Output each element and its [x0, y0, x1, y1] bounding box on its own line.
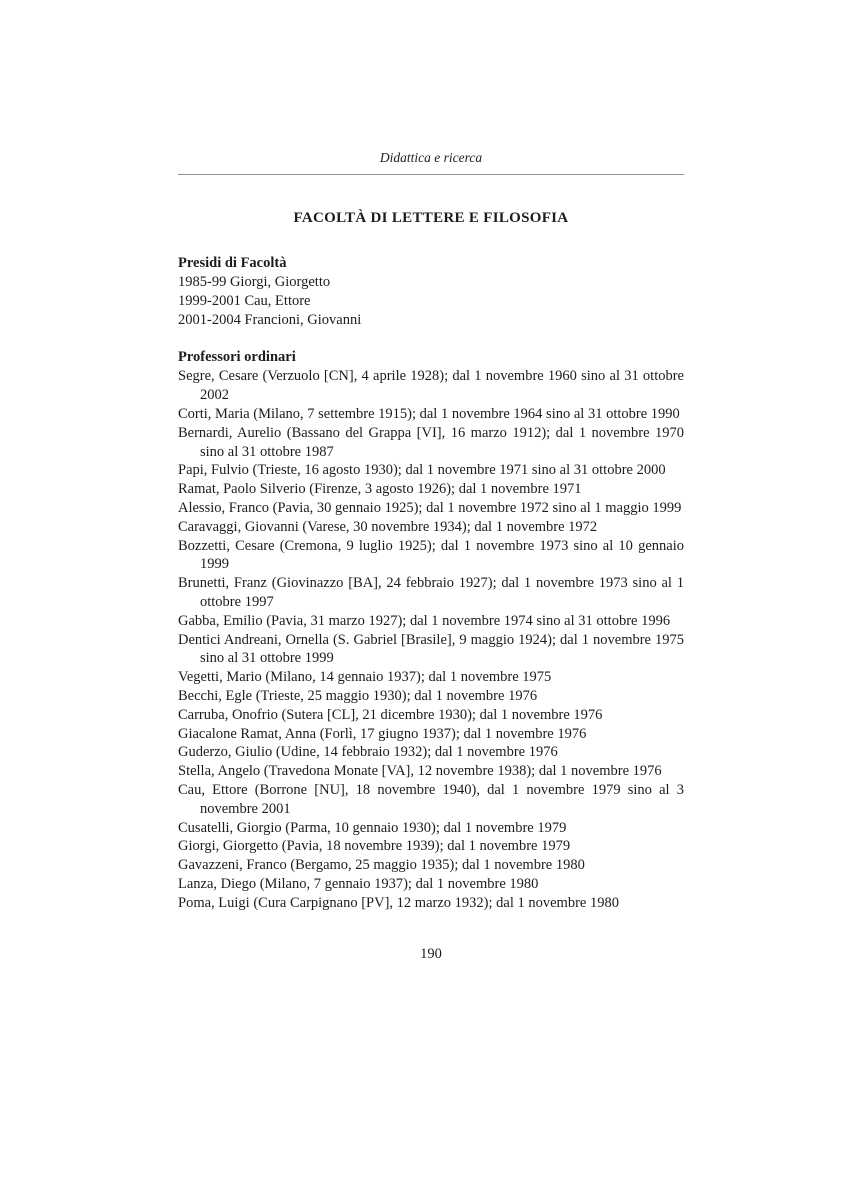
presidi-entry: 1985-99 Giorgi, Giorgetto — [178, 274, 331, 290]
professor-entry: Cusatelli, Giorgio (Parma, 10 gennaio 1930); dal 1 novembre 1979 — [178, 819, 567, 836]
section-heading-presidi: Presidi di Facoltà — [178, 255, 287, 271]
professor-entry: Bernardi, Aurelio (Bassano del Grappa [VI], 16 marzo 1912); dal 1 novembre 1970 sino al 31 ottobre 1987 — [178, 424, 684, 460]
professor-entry: Caravaggi, Giovanni (Varese, 30 novembre 1934); dal 1 novembre 1972 — [178, 518, 598, 535]
professor-entry: Bozzetti, Cesare (Cremona, 9 luglio 1925); dal 1 novembre 1973 sino al 10 gennaio 1999 — [178, 537, 684, 573]
section-heading-professori: Professori ordinari — [178, 349, 296, 366]
section-presidi — [178, 254, 684, 329]
professor-entry: Giorgi, Giorgetto (Pavia, 18 novembre 1939); dal 1 novembre 1979 — [178, 838, 571, 855]
professor-entry: Giacalone Ramat, Anna (Forlì, 17 giugno 1937); dal 1 novembre 1976 — [178, 725, 587, 742]
header-rule — [178, 174, 684, 175]
professor-entry: Lanza, Diego (Milano, 7 gennaio 1937); dal 1 novembre 1980 — [178, 875, 539, 892]
professor-entry: Segre, Cesare (Verzuolo [CN], 4 aprile 1928); dal 1 novembre 1960 sino al 31 ottobre 2002 — [178, 368, 684, 404]
professor-entry: Gabba, Emilio (Pavia, 31 marzo 1927); dal 1 novembre 1974 sino al 31 ottobre 1996 — [178, 612, 671, 629]
professor-entry: Papi, Fulvio (Trieste, 16 agosto 1930); dal 1 novembre 1971 sino al 31 ottobre 2000 — [178, 462, 666, 479]
professor-entry: Gavazzeni, Franco (Bergamo, 25 maggio 1935); dal 1 novembre 1980 — [178, 857, 585, 874]
professor-entry: Brunetti, Franz (Giovinazzo [BA], 24 febbraio 1927); dal 1 novembre 1973 sino al 1 ottobre 1997 — [178, 575, 684, 610]
professor-entry: Ramat, Paolo Silverio (Firenze, 3 agosto 1926); dal 1 novembre 1971 — [178, 481, 582, 498]
section-professori — [178, 348, 684, 912]
page-header — [178, 150, 684, 175]
professor-entry: Vegetti, Mario (Milano, 14 gennaio 1937); dal 1 novembre 1975 — [178, 669, 552, 686]
professor-entry: Cau, Ettore (Borrone [NU], 18 novembre 1940), dal 1 novembre 1979 sino al 3 novembre 2001 — [178, 781, 684, 817]
presidi-entry: 1999-2001 Cau, Ettore — [178, 292, 311, 309]
professor-entry: Alessio, Franco (Pavia, 30 gennaio 1925); dal 1 novembre 1972 sino al 1 maggio 1999 — [178, 499, 682, 516]
professor-entry: Stella, Angelo (Travedona Monate [VA], 12 novembre 1938); dal 1 novembre 1976 — [178, 763, 662, 780]
presidi-entry: 2001-2004 Francioni, Giovanni — [178, 311, 362, 328]
professor-entry: Corti, Maria (Milano, 7 settembre 1915); dal 1 novembre 1964 sino al 31 ottobre 1990 — [178, 405, 680, 422]
professor-entry: Dentici Andreani, Ornella (S. Gabriel [Brasile], 9 maggio 1924); dal 1 novembre 1975 sino al 31 ottobre 1999 — [178, 631, 684, 667]
page-footer — [178, 945, 684, 964]
professor-entry: Becchi, Egle (Trieste, 25 maggio 1930); dal 1 novembre 1976 — [178, 687, 538, 704]
running-header: Didattica e ricerca — [379, 150, 483, 165]
professor-entry: Poma, Luigi (Cura Carpignano [PV], 12 marzo 1932); dal 1 novembre 1980 — [178, 894, 619, 911]
professor-entry: Guderzo, Giulio (Udine, 14 febbraio 1932); dal 1 novembre 1976 — [178, 744, 558, 761]
page-number: 190 — [420, 945, 442, 962]
page-title: FACOLTÀ DI LETTERE E FILOSOFIA — [293, 210, 569, 226]
professor-entry: Carruba, Onofrio (Sutera [CL], 21 dicembre 1930); dal 1 novembre 1976 — [178, 706, 603, 723]
